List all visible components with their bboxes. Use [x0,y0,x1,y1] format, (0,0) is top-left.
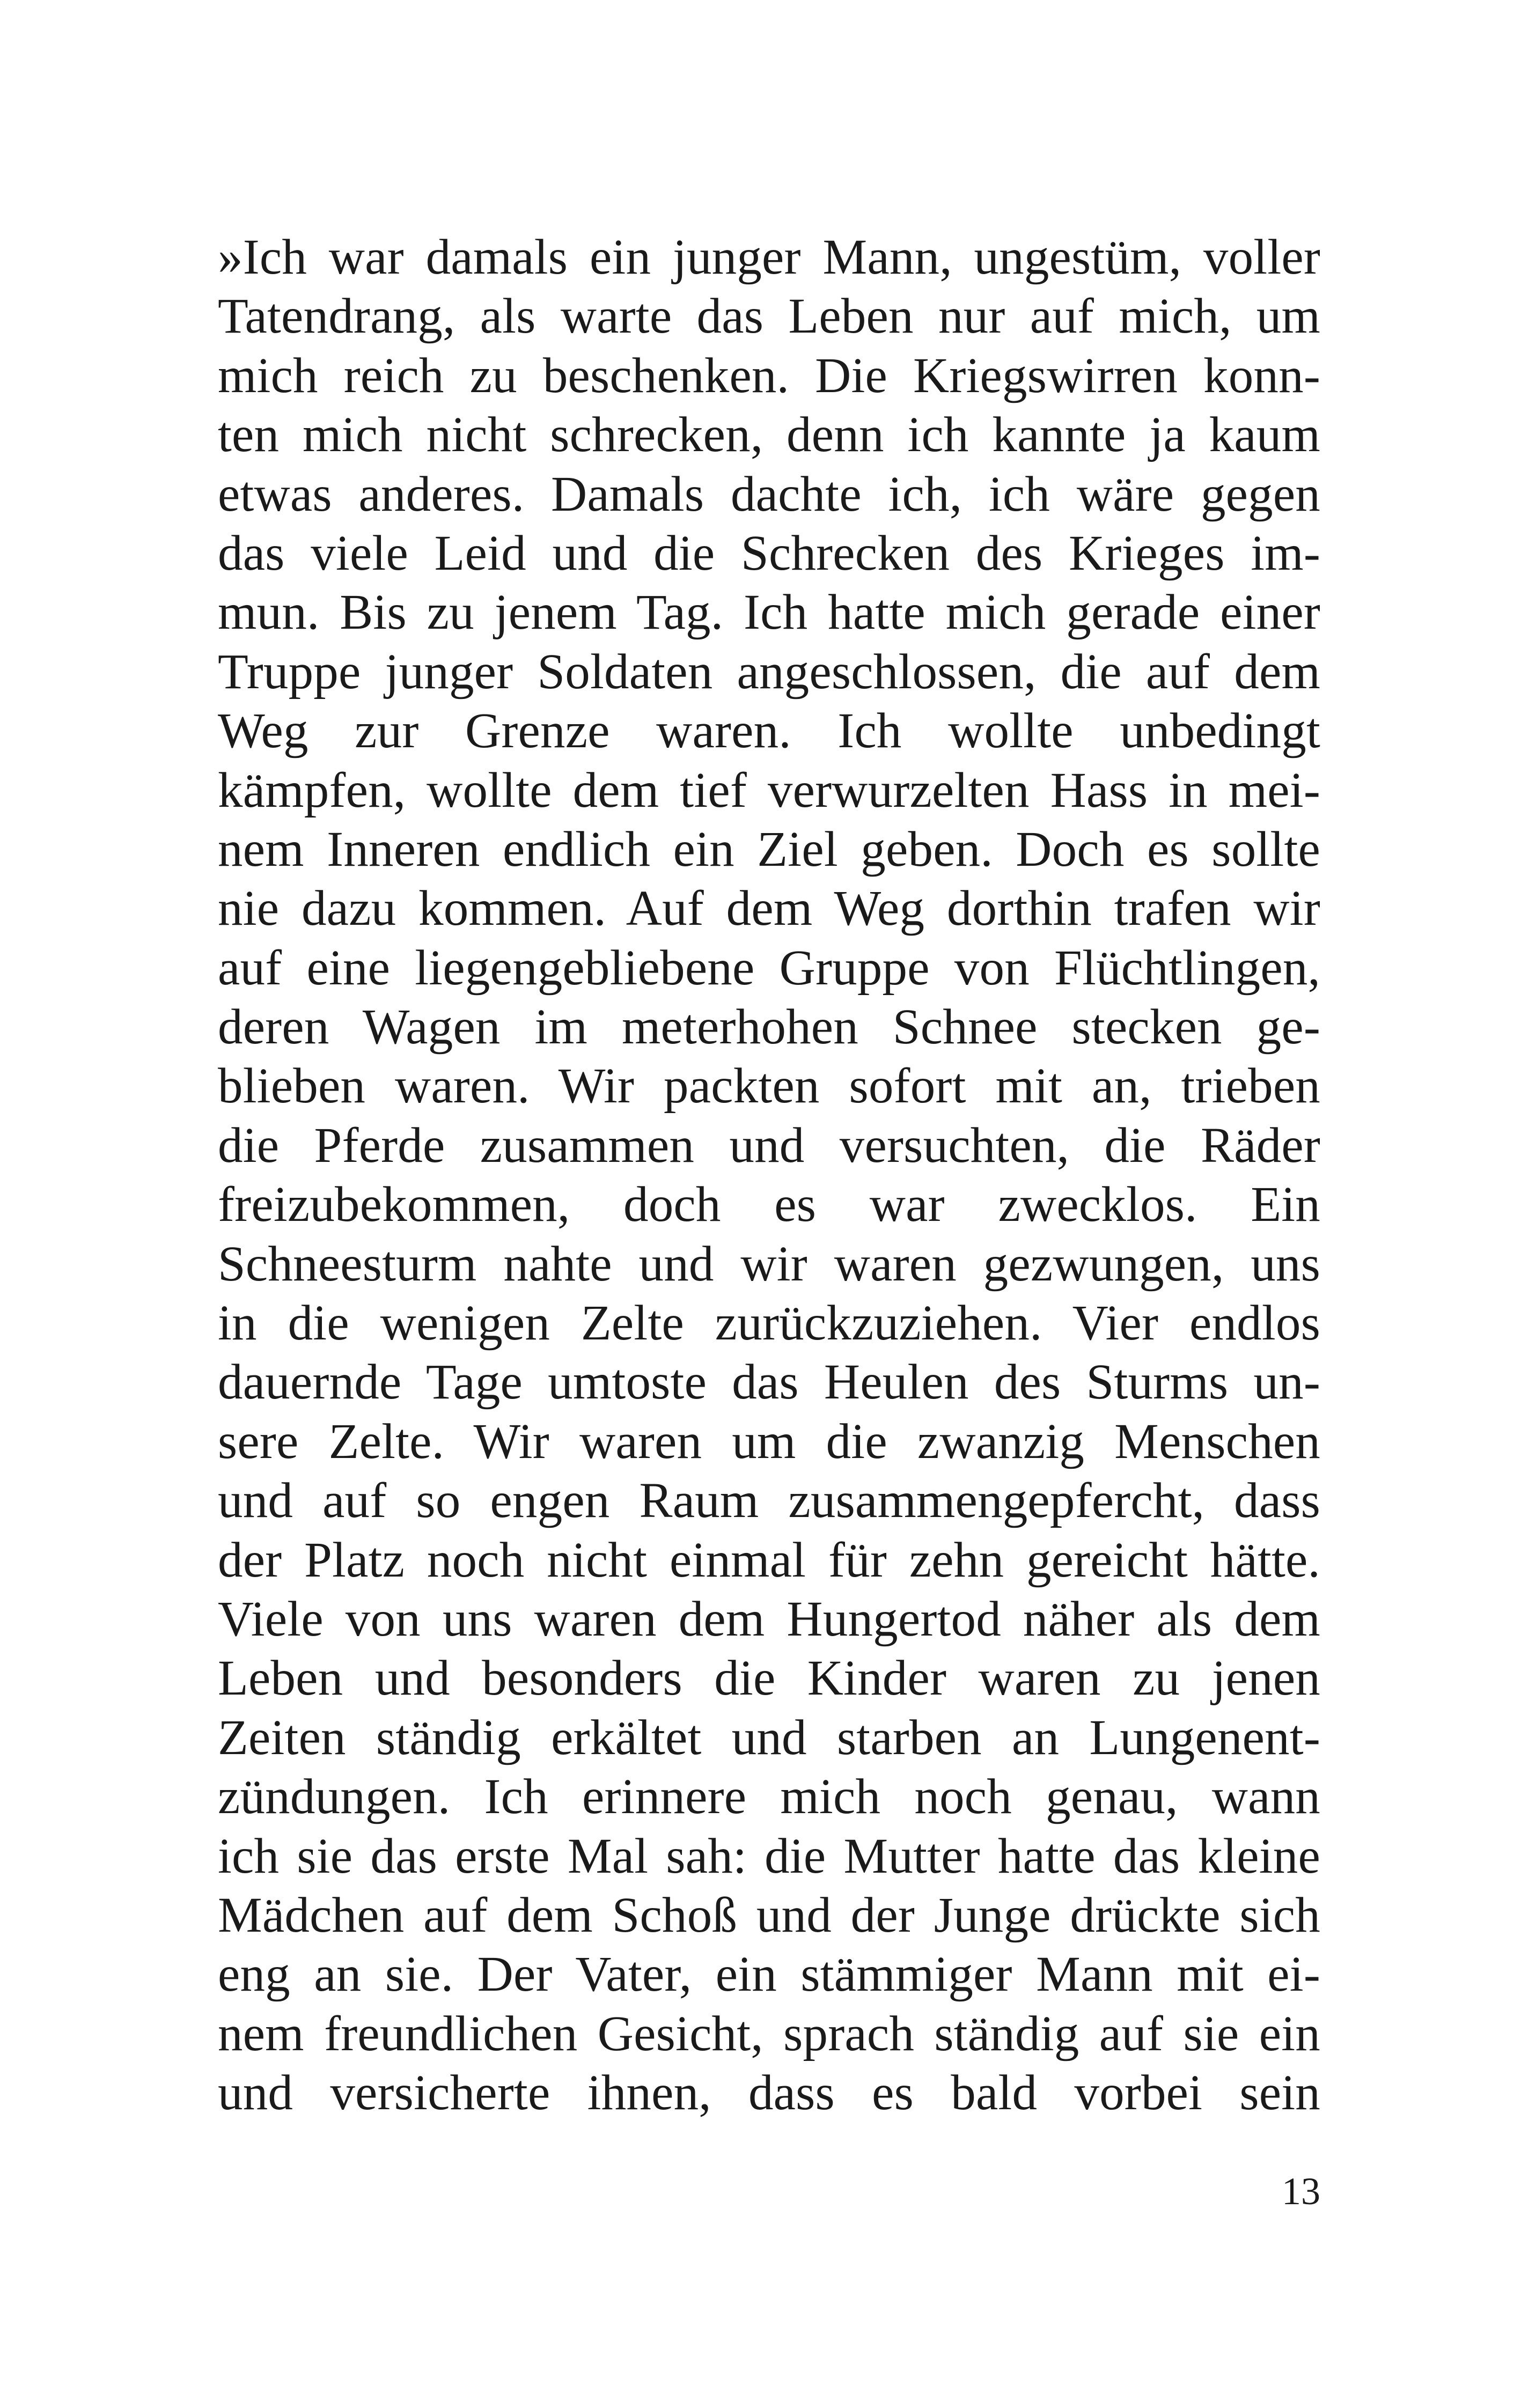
text-line: auf eine liegengebliebene Gruppe von Flüchtlingen, [218,940,1320,996]
text-line: »Ich war damals ein junger Mann, ungestüm, voller [218,230,1320,285]
text-line: Tatendrang, als warte das Leben nur auf mich, um [218,289,1320,344]
text-line: mich reich zu beschenken. Die Kriegswirren konn- [218,348,1320,403]
text-line: etwas anderes. Damals dachte ich, ich wäre gegen [218,466,1320,522]
text-line: die Pferde zusammen und versuchten, die Räder [218,1117,1320,1173]
text-line: Leben und besonders die Kinder waren zu jenen [218,1651,1320,1706]
text-line: Mädchen auf dem Schoß und der Junge drückte sich [218,1887,1320,1943]
text-line: kämpfen, wollte dem tief verwurzelten Hass in mei- [218,762,1320,818]
text-line: ten mich nicht schrecken, denn ich kannte ja kaum [218,407,1320,463]
text-line: nie dazu kommen. Auf dem Weg dorthin trafen wir [218,881,1320,937]
text-line: der Platz noch nicht einmal für zehn gereicht hätte. [218,1532,1320,1588]
text-line: Weg zur Grenze waren. Ich wollte unbedingt [218,703,1320,759]
body-text [218,228,1320,2123]
text-line: blieben waren. Wir packten sofort mit an, trieben [218,1058,1320,1114]
text-line: ich sie das erste Mal sah: die Mutter hatte das kleine [218,1828,1320,1884]
page-number: 13 [1282,2170,1320,2213]
text-line: und auf so engen Raum zusammengepfercht, dass [218,1473,1320,1529]
text-line: in die wenigen Zelte zurückzuziehen. Vier endlos [218,1295,1320,1351]
text-line: und versicherte ihnen, dass es bald vorbei sein [218,2065,1320,2121]
text-line: Viele von uns waren dem Hungertod näher als dem [218,1591,1320,1647]
text-line: Zeiten ständig erkältet und starben an Lungenent- [218,1710,1320,1765]
text-line: mun. Bis zu jenem Tag. Ich hatte mich gerade einer [218,585,1320,640]
text-line: eng an sie. Der Vater, ein stämmiger Mann mit ei- [218,1947,1320,2002]
text-line: nem Inneren endlich ein Ziel geben. Doch es sollte [218,821,1320,877]
text-line: dauernde Tage umtoste das Heulen des Sturms un- [218,1354,1320,1410]
text-line: deren Wagen im meterhohen Schnee stecken ge- [218,999,1320,1055]
text-line: nem freundlichen Gesicht, sprach ständig auf sie ein [218,2006,1320,2061]
text-line: zündungen. Ich erinnere mich noch genau, wann [218,1769,1320,1825]
text-line: sere Zelte. Wir waren um die zwanzig Menschen [218,1413,1320,1469]
text-line: das viele Leid und die Schrecken des Krieges im- [218,525,1320,581]
text-line: freizubekommen, doch es war zwecklos. Ein [218,1177,1320,1233]
text-line: Truppe junger Soldaten angeschlossen, die auf dem [218,644,1320,699]
text-line: Schneesturm nahte und wir waren gezwungen, uns [218,1236,1320,1292]
